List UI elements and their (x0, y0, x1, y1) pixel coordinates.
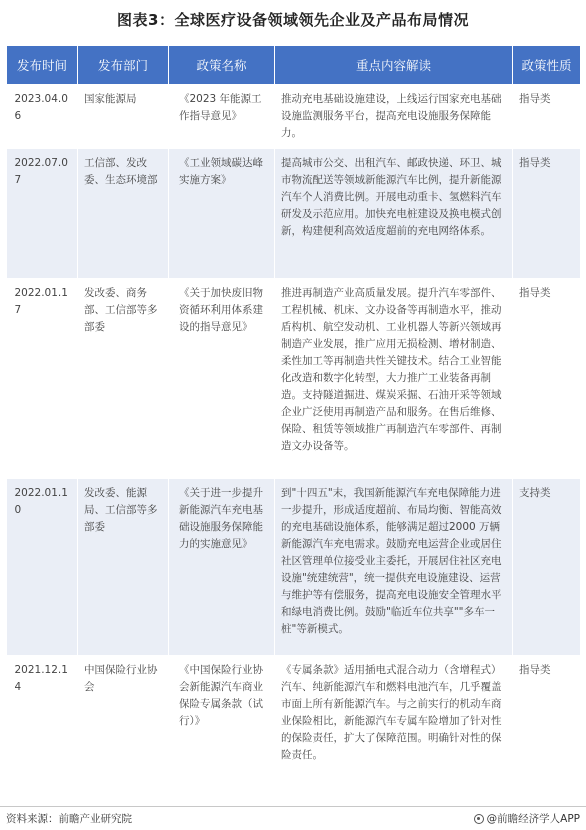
cell-department: 国家能源局 (78, 85, 169, 149)
cell-policy-nature: 指导类 (513, 85, 581, 149)
cell-date: 2022.07.07 (7, 149, 78, 279)
cell-policy-name: 《中国保险行业协会新能源汽车商业保险专属条款（试行）》 (169, 656, 275, 791)
cell-department: 中国保险行业协会 (78, 656, 169, 791)
header-department: 发布部门 (78, 46, 169, 85)
footer (0, 806, 586, 829)
cell-key-content: 推进再制造产业高质量发展。提升汽车零部件、工程机械、机床、文办设备等再制造水平，推动盾构机、航空发动机、工业机器人等新兴领域再制造产业发展，推广应用无损检测、增材制造、柔性加工等再制造共性关键技术。结合工业智能化改造和数字化转型，大力推广工业装备再制造。支持隧道掘进、煤炭采掘、石油开采等领域企业广泛使用再制造产品和服务。在售后维修、保险、租赁等领域推广再制造汽车零部件、再制造文办设备等。 (275, 279, 513, 479)
cell-key-content: 推动充电基础设施建设，上线运行国家充电基础设施监测服务平台，提高充电设施服务保障能力。 (275, 85, 513, 149)
header-policy-nature: 政策性质 (513, 46, 581, 85)
source-note: 资料来源：前瞻产业研究院 (6, 813, 132, 825)
header-policy-name: 政策名称 (169, 46, 275, 85)
cell-date: 2021.12.14 (7, 656, 78, 791)
cell-department: 工信部、发改委、生态环境部 (78, 149, 169, 279)
cell-policy-name: 《关于进一步提升新能源汽车充电基础设施服务保障能力的实施意见》 (169, 479, 275, 656)
cell-key-content: 到"十四五"末，我国新能源汽车充电保障能力进一步提升，形成适度超前、布局均衡、智能高效的充电基础设施体系，能够满足超过2000 万辆新能源汽车充电需求。鼓励充电运营企业或居住社区管理单位接受业主委托，开展居住社区充电设施"统建统营"，统一提供充电设施建设、运营与维护等有偿服务，提高充电设施安全管理水平和绿电消费比例。鼓励"临近车位共享""多车一桩"等新模式。 (275, 479, 513, 656)
table-row (7, 149, 581, 279)
brand-credit (474, 811, 580, 826)
cell-department: 发改委、能源局、工信部等多部委 (78, 479, 169, 656)
cell-policy-nature: 指导类 (513, 279, 581, 479)
cell-date: 2022.01.10 (7, 479, 78, 656)
cell-key-content: 提高城市公交、出租汽车、邮政快递、环卫、城市物流配送等领域新能源汽车比例，提升新能源汽车个人消费比例。开展电动重卡、氢燃料汽车研发及示范应用。加快充电桩建设及换电模式创新，构建便利高效适度超前的充电网络体系。 (275, 149, 513, 279)
cell-policy-nature: 支持类 (513, 479, 581, 656)
cell-policy-nature: 指导类 (513, 149, 581, 279)
cell-policy-name: 《2023 年能源工作指导意见》 (169, 85, 275, 149)
page-title: 图表3：全球医疗设备领域领先企业及产品布局情况 (117, 11, 469, 29)
table-header-row (7, 46, 581, 85)
cell-key-content: 《专属条款》适用插电式混合动力（含增程式）汽车、纯新能源汽车和燃料电池汽车，几乎覆盖市面上所有新能源汽车。与之前实行的机动车商业保险相比，新能源汽车专属车险增加了针对性的保险责任，扩大了保障范围。明确针对性的保险责任。 (275, 656, 513, 791)
header-key-content: 重点内容解读 (275, 46, 513, 85)
logo-icon (474, 814, 484, 824)
cell-date: 2023.04.06 (7, 85, 78, 149)
header-date: 发布时间 (7, 46, 78, 85)
table-row (7, 85, 581, 149)
cell-department: 发改委、商务部、工信部等多部委 (78, 279, 169, 479)
table-row (7, 279, 581, 479)
cell-date: 2022.01.17 (7, 279, 78, 479)
table-row (7, 479, 581, 656)
cell-policy-nature: 指导类 (513, 656, 581, 791)
cell-policy-name: 《工业领域碳达峰实施方案》 (169, 149, 275, 279)
table-row (7, 656, 581, 791)
cell-policy-name: 《关于加快废旧物资循环利用体系建设的指导意见》 (169, 279, 275, 479)
policy-table (6, 45, 581, 791)
brand-label: @前瞻经济学人APP (486, 813, 580, 825)
